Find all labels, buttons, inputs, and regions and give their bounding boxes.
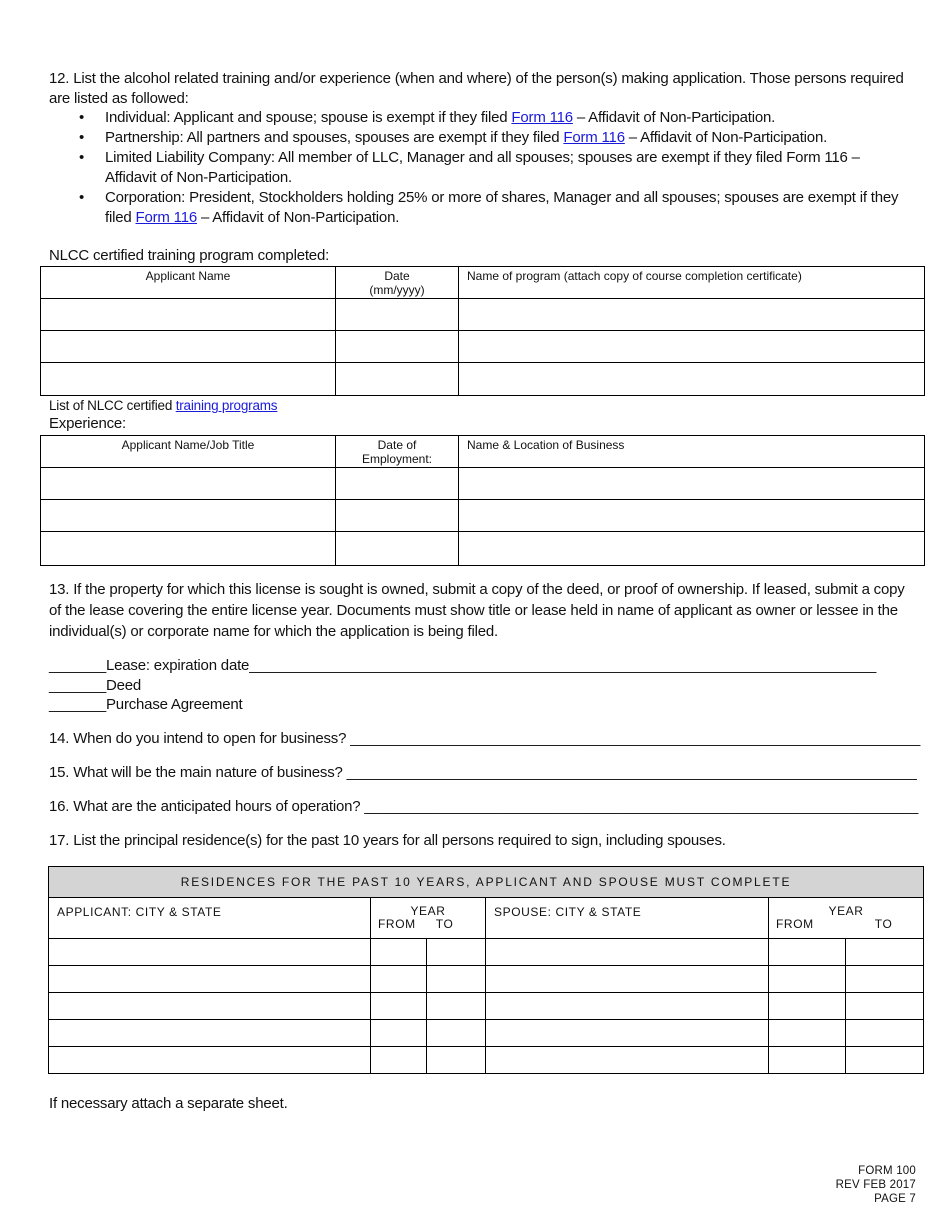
employment-date-cell[interactable] bbox=[336, 532, 459, 566]
spouse-from-cell[interactable] bbox=[769, 993, 846, 1020]
residences-header-row bbox=[49, 898, 924, 939]
attach-sheet-note: If necessary attach a separate sheet. bbox=[49, 1095, 288, 1112]
employment-date-cell[interactable] bbox=[336, 500, 459, 532]
year-label: YEAR bbox=[828, 904, 864, 918]
table-header-row bbox=[41, 436, 925, 468]
training-programs-link[interactable]: training programs bbox=[175, 398, 278, 413]
residences-title: RESIDENCES FOR THE PAST 10 YEARS, APPLICANT AND SPOUSE MUST COMPLETE bbox=[49, 867, 924, 898]
experience-table bbox=[40, 435, 925, 566]
question-16-field[interactable]: 16. What are the anticipated hours of operation? ____________________________________________________________________ bbox=[49, 798, 919, 815]
applicant-to-cell[interactable] bbox=[427, 1020, 486, 1047]
applicant-name-cell[interactable] bbox=[41, 363, 336, 396]
spouse-from-cell[interactable] bbox=[769, 966, 846, 993]
table-row bbox=[49, 1020, 924, 1047]
from-to-labels bbox=[371, 918, 485, 931]
question-17-text: 17. List the principal residence(s) for the past 10 years for all persons required to sign, including spouses. bbox=[49, 832, 726, 849]
list-item-text: Limited Liability Company: All member of LLC, Manager and all spouses; spouses are exempt if they filed Form 116 – Affidavit of Non-Participation. bbox=[105, 149, 860, 186]
spouse-to-cell[interactable] bbox=[846, 939, 924, 966]
spouse-city-cell[interactable] bbox=[486, 1020, 769, 1047]
table-row bbox=[41, 331, 925, 363]
business-cell[interactable] bbox=[459, 532, 925, 566]
spouse-from-cell[interactable] bbox=[769, 1020, 846, 1047]
column-header-applicant-name: Applicant Name bbox=[41, 267, 336, 299]
spouse-to-cell[interactable] bbox=[846, 1047, 924, 1074]
deed-field[interactable]: _______Deed bbox=[49, 677, 142, 694]
list-item bbox=[79, 188, 914, 228]
from-to-labels bbox=[769, 918, 923, 931]
spouse-city-cell[interactable] bbox=[486, 993, 769, 1020]
date-cell[interactable] bbox=[336, 299, 459, 331]
revision-date: REV FEB 2017 bbox=[835, 1179, 916, 1191]
list-item-text: – Affidavit of Non-Participation. bbox=[572, 109, 776, 126]
question-15-field[interactable]: 15. What will be the main nature of business? ______________________________________________________________________ bbox=[49, 764, 917, 781]
form-116-link[interactable]: Form 116 bbox=[563, 129, 625, 146]
table-row bbox=[41, 299, 925, 331]
table-row bbox=[49, 939, 924, 966]
required-persons-list bbox=[79, 108, 914, 228]
list-item bbox=[79, 108, 914, 128]
applicant-city-cell[interactable] bbox=[49, 993, 371, 1020]
bullet-icon: • bbox=[79, 129, 85, 146]
applicant-from-cell[interactable] bbox=[371, 966, 427, 993]
question-14-field[interactable]: 14. When do you intend to open for business? ______________________________________________________________________ bbox=[49, 730, 921, 747]
residences-title-row bbox=[49, 867, 924, 898]
list-item-text: Corporation: President, Stockholders holding 25% or more of shares, Manager and all spouses; spouses are exempt if they filed bbox=[105, 189, 899, 226]
form-116-link[interactable]: Form 116 bbox=[511, 109, 573, 126]
column-header-employment-date: Date of Employment: bbox=[336, 436, 459, 468]
spouse-city-cell[interactable] bbox=[486, 1047, 769, 1074]
applicant-from-cell[interactable] bbox=[371, 993, 427, 1020]
column-header-spouse-year bbox=[769, 898, 924, 939]
page-footer bbox=[836, 1164, 916, 1206]
applicant-from-cell[interactable] bbox=[371, 939, 427, 966]
bullet-icon: • bbox=[79, 189, 85, 206]
list-item-text: Individual: Applicant and spouse; spouse is exempt if they filed bbox=[105, 109, 512, 126]
applicant-city-cell[interactable] bbox=[49, 1047, 371, 1074]
applicant-to-cell[interactable] bbox=[427, 939, 486, 966]
lease-expiration-field[interactable]: _______Lease: expiration date_____________________________________________________________________________ bbox=[49, 657, 877, 674]
program-cell[interactable] bbox=[459, 331, 925, 363]
form-116-link[interactable]: Form 116 bbox=[135, 209, 197, 226]
spouse-from-cell[interactable] bbox=[769, 1047, 846, 1074]
residences-table bbox=[48, 866, 924, 1074]
training-label: NLCC certified training program completed: bbox=[49, 247, 330, 264]
applicant-job-cell[interactable] bbox=[41, 532, 336, 566]
to-label: TO bbox=[435, 917, 454, 931]
to-label: TO bbox=[874, 917, 893, 931]
note-text: List of NLCC certified bbox=[49, 398, 176, 413]
business-cell[interactable] bbox=[459, 468, 925, 500]
experience-label: Experience: bbox=[49, 415, 127, 432]
list-item-text: – Affidavit of Non-Participation. bbox=[624, 129, 828, 146]
table-row bbox=[49, 1047, 924, 1074]
applicant-city-cell[interactable] bbox=[49, 966, 371, 993]
column-header-applicant: APPLICANT: CITY & STATE bbox=[49, 898, 371, 939]
column-header-date: Date (mm/yyyy) bbox=[336, 267, 459, 299]
bullet-icon: • bbox=[79, 149, 85, 166]
column-header-spouse: SPOUSE: CITY & STATE bbox=[486, 898, 769, 939]
year-label: YEAR bbox=[410, 904, 446, 918]
applicant-name-cell[interactable] bbox=[41, 299, 336, 331]
list-item bbox=[79, 128, 914, 148]
applicant-job-cell[interactable] bbox=[41, 468, 336, 500]
spouse-to-cell[interactable] bbox=[846, 993, 924, 1020]
table-row bbox=[49, 993, 924, 1020]
list-item-text: – Affidavit of Non-Participation. bbox=[196, 209, 400, 226]
employment-date-cell[interactable] bbox=[336, 468, 459, 500]
table-row bbox=[41, 532, 925, 566]
business-cell[interactable] bbox=[459, 500, 925, 532]
program-cell[interactable] bbox=[459, 299, 925, 331]
table-row bbox=[41, 500, 925, 532]
column-header-applicant-year bbox=[371, 898, 486, 939]
spouse-to-cell[interactable] bbox=[846, 966, 924, 993]
applicant-name-cell[interactable] bbox=[41, 331, 336, 363]
training-table bbox=[40, 266, 925, 396]
spouse-city-cell[interactable] bbox=[486, 966, 769, 993]
from-label: FROM bbox=[776, 917, 814, 931]
applicant-to-cell[interactable] bbox=[427, 1047, 486, 1074]
applicant-to-cell[interactable] bbox=[427, 966, 486, 993]
purchase-agreement-field[interactable]: _______Purchase Agreement bbox=[49, 696, 243, 713]
applicant-from-cell[interactable] bbox=[371, 1020, 427, 1047]
date-cell[interactable] bbox=[336, 331, 459, 363]
spouse-city-cell[interactable] bbox=[486, 939, 769, 966]
applicant-city-cell[interactable] bbox=[49, 939, 371, 966]
applicant-to-cell[interactable] bbox=[427, 993, 486, 1020]
list-item bbox=[79, 148, 914, 188]
column-header-business: Name & Location of Business bbox=[459, 436, 925, 468]
list-item-text: Partnership: All partners and spouses, spouses are exempt if they filed bbox=[105, 129, 564, 146]
table-header-row bbox=[41, 267, 925, 299]
training-programs-note bbox=[49, 397, 277, 414]
table-row bbox=[41, 363, 925, 396]
spouse-to-cell[interactable] bbox=[846, 1020, 924, 1047]
program-cell[interactable] bbox=[459, 363, 925, 396]
table-row bbox=[41, 468, 925, 500]
applicant-job-cell[interactable] bbox=[41, 500, 336, 532]
bullet-icon: • bbox=[79, 109, 85, 126]
page-number: PAGE 7 bbox=[874, 1193, 916, 1205]
applicant-city-cell[interactable] bbox=[49, 1020, 371, 1047]
form-number: FORM 100 bbox=[858, 1165, 916, 1177]
question-13-text: 13. If the property for which this license is sought is owned, submit a copy of the deed, or proof of ownership. If leased, submit a copy of the lease covering the entire license year. Documents must show title or lease held in name of applicant as owner or lessee in the individual(s) or corporate name for which the application is being filed. bbox=[49, 581, 905, 640]
column-header-program: Name of program (attach copy of course completion certificate) bbox=[459, 267, 925, 299]
applicant-from-cell[interactable] bbox=[371, 1047, 427, 1074]
date-cell[interactable] bbox=[336, 363, 459, 396]
table-row bbox=[49, 966, 924, 993]
from-label: FROM bbox=[378, 917, 416, 931]
spouse-from-cell[interactable] bbox=[769, 939, 846, 966]
question-12-intro: 12. List the alcohol related training and/or experience (when and where) of the person(s) making application. Those persons required are listed as followed: bbox=[49, 70, 904, 107]
column-header-applicant-job: Applicant Name/Job Title bbox=[41, 436, 336, 468]
